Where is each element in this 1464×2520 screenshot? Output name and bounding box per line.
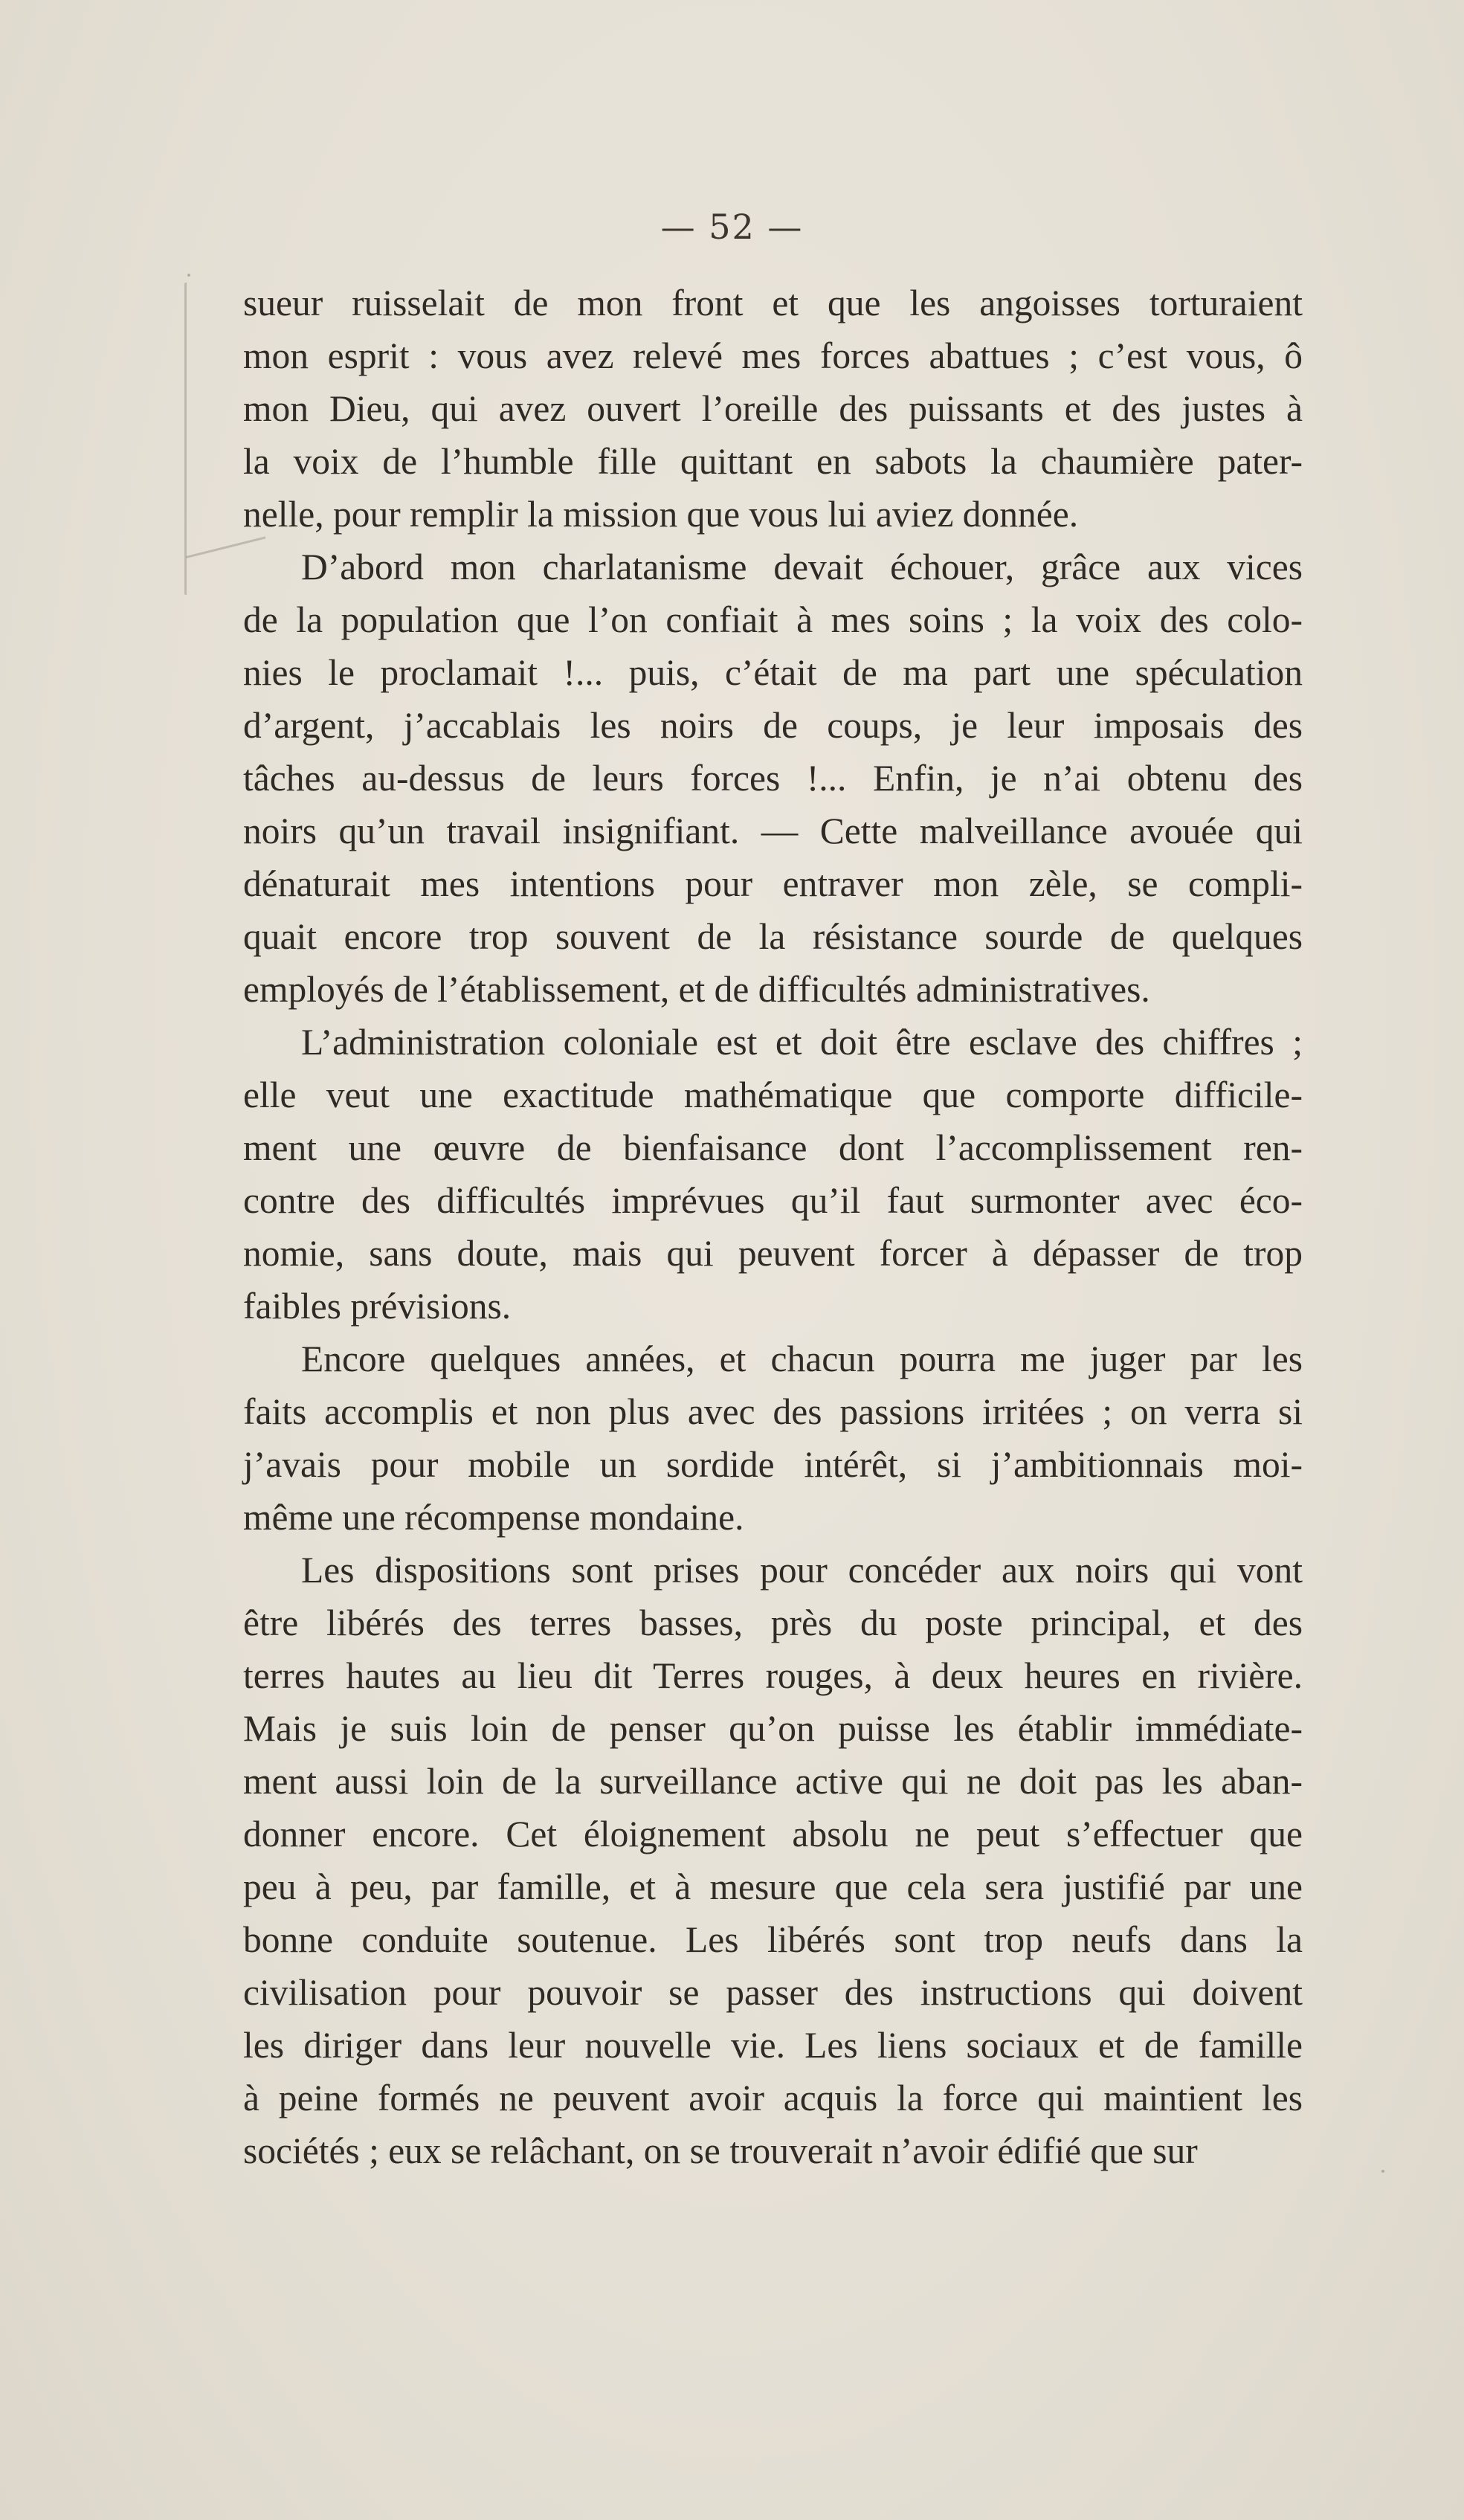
paragraph — [243, 1016, 1303, 1332]
body-text — [243, 277, 1303, 2177]
text-line: nelle, pour remplir la mission que vous lui aviez donnée. — [243, 494, 1079, 535]
text-line: nomie, sans doute, mais qui peuvent forcer à dépasser de trop — [243, 1233, 1303, 1274]
text-line: mon esprit : vous avez relevé mes forces abattues ; c’est vous, ô — [243, 335, 1303, 376]
text-line: d’argent, j’accablais les noirs de coups, je leur imposais des — [243, 705, 1303, 746]
text-line: L’administration coloniale est et doit être esclave des chiffres ; — [301, 1022, 1303, 1063]
text-line: être libérés des terres basses, près du poste principal, et des — [243, 1602, 1303, 1643]
text-line: tâches au-dessus de leurs forces !... Enfin, je n’ai obtenu des — [243, 758, 1303, 799]
text-line: quait encore trop souvent de la résistance sourde de quelques — [243, 916, 1303, 957]
text-line: la voix de l’humble fille quittant en sabots la chaumière pater- — [243, 441, 1303, 482]
text-line: ment aussi loin de la surveillance active qui ne doit pas les aban- — [243, 1761, 1303, 1802]
text-line: même une récompense mondaine. — [243, 1497, 744, 1538]
text-line: elle veut une exactitude mathématique que comporte difficile- — [243, 1074, 1303, 1115]
text-line: Mais je suis loin de penser qu’on puisse les établir immédiate- — [243, 1708, 1303, 1749]
text-line: employés de l’établissement, et de difficultés administratives. — [243, 969, 1150, 1010]
text-line: donner encore. Cet éloignement absolu ne peut s’effectuer que — [243, 1814, 1303, 1854]
text-line: sociétés ; eux se relâchant, on se trouverait n’avoir édifié que sur — [243, 2130, 1198, 2171]
paragraph — [243, 1332, 1303, 1544]
text-line: Les dispositions sont prises pour concéder aux noirs qui vont — [301, 1550, 1303, 1591]
text-line: ment une œuvre de bienfaisance dont l’accomplissement ren- — [243, 1127, 1303, 1168]
text-line: contre des difficultés imprévues qu’il faut surmonter avec éco- — [243, 1180, 1303, 1221]
text-line: D’abord mon charlatanisme devait échouer, grâce aux vices — [301, 547, 1303, 587]
text-line: Encore quelques années, et chacun pourra me juger par les — [301, 1338, 1303, 1379]
text-line: sueur ruisselait de mon front et que les angoisses torturaient — [243, 283, 1303, 323]
text-line: faibles prévisions. — [243, 1286, 512, 1327]
text-line: les diriger dans leur nouvelle vie. Les liens sociaux et de famille — [243, 2025, 1303, 2066]
text-line: terres hautes au lieu dit Terres rouges, à deux heures en rivière. — [243, 1655, 1303, 1696]
text-line: à peine formés ne peuvent avoir acquis la force qui maintient les — [243, 2078, 1303, 2118]
page-number: — 52 — — [660, 207, 804, 247]
paper-speck — [187, 274, 190, 277]
pencil-margin-mark — [184, 283, 209, 595]
text-line: j’avais pour mobile un sordide intérêt, si j’ambitionnais moi- — [243, 1444, 1303, 1485]
paragraph — [243, 541, 1303, 1016]
paper-speck — [1381, 2170, 1384, 2173]
text-line: noirs qu’un travail insignifiant. — Cette malveillance avouée qui — [243, 811, 1303, 851]
paragraph — [243, 1544, 1303, 2177]
text-line: faits accomplis et non plus avec des passions irritées ; on verra si — [243, 1391, 1303, 1432]
text-line: nies le proclamait !... puis, c’était de ma part une spéculation — [243, 652, 1303, 693]
text-line: de la population que l’on confiait à mes soins ; la voix des colo- — [243, 599, 1303, 640]
text-line: bonne conduite soutenue. Les libérés sont trop neufs dans la — [243, 1919, 1303, 1960]
text-line: dénaturait mes intentions pour entraver mon zèle, se compli- — [243, 863, 1303, 904]
paragraph — [243, 277, 1303, 541]
text-line: civilisation pour pouvoir se passer des instructions qui doivent — [243, 1972, 1303, 2013]
text-line: mon Dieu, qui avez ouvert l’oreille des puissants et des justes à — [243, 388, 1303, 429]
text-line: peu à peu, par famille, et à mesure que cela sera justifié par une — [243, 1866, 1303, 1907]
